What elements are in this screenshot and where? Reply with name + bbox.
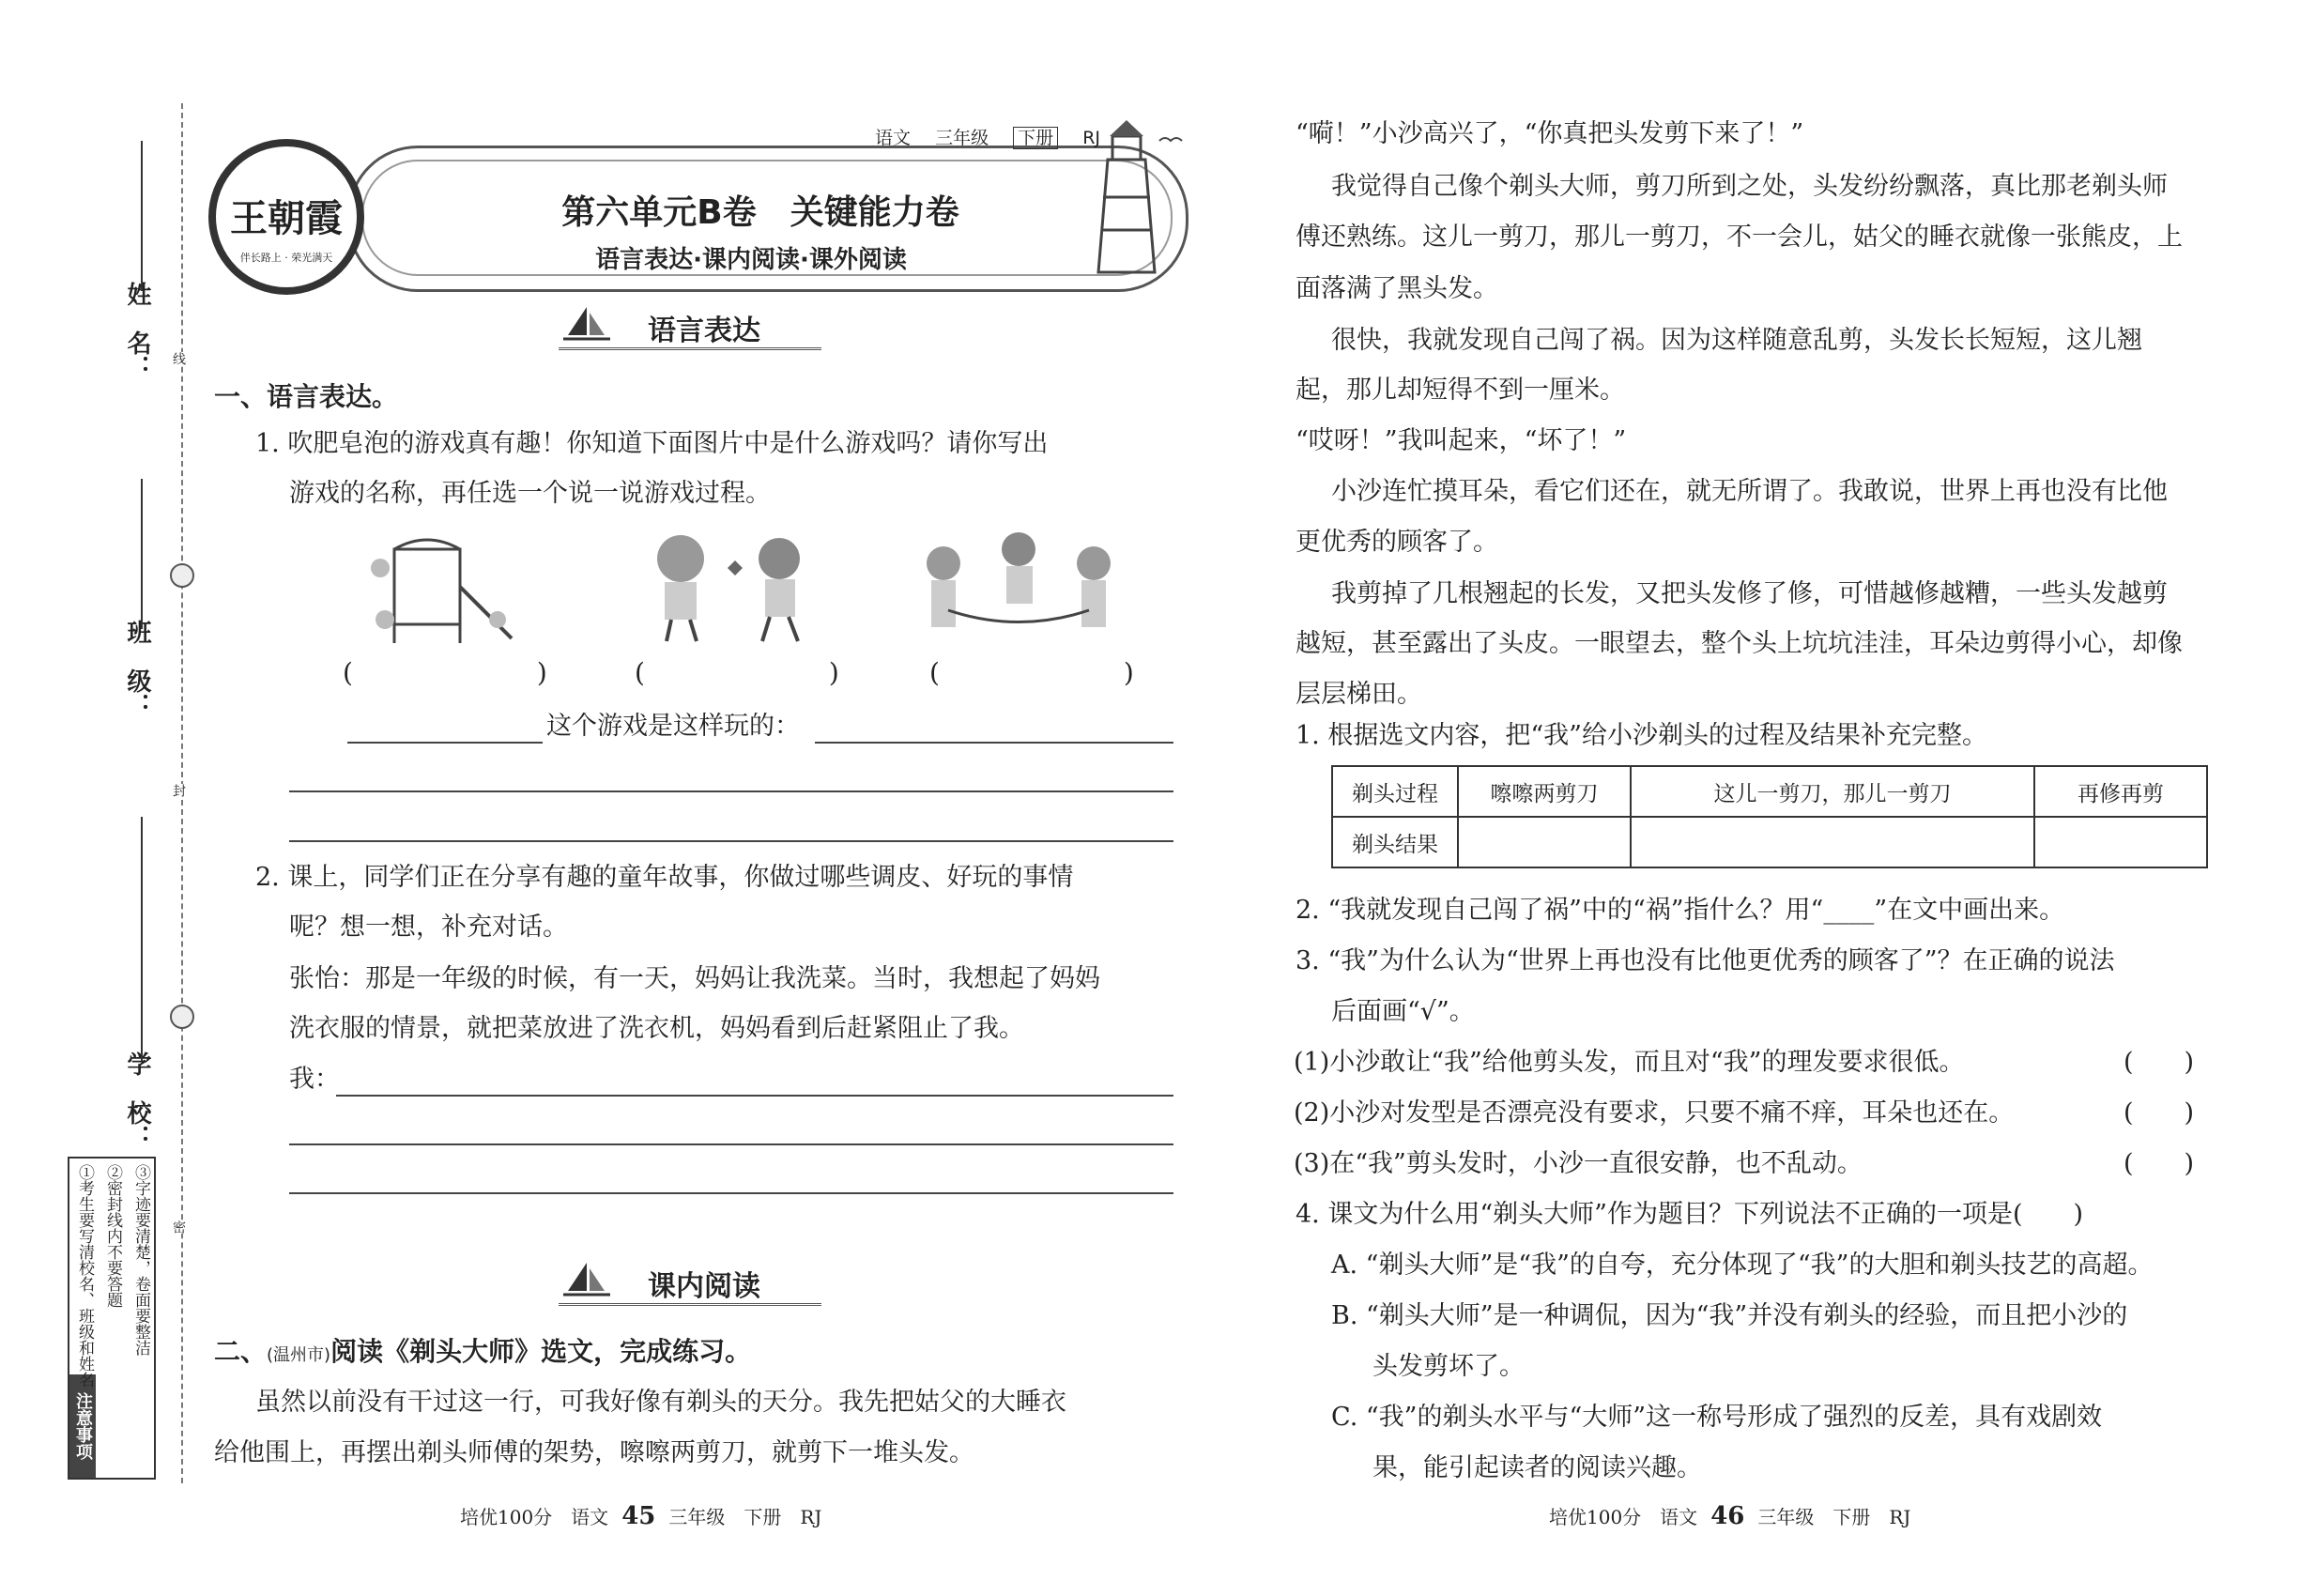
- notice-item: ③字迹要清楚，卷面要整洁: [131, 1164, 150, 1356]
- logo-sub: 伴长路上 · 荣光满天: [239, 252, 333, 264]
- passage-text: “嗬！”小沙高兴了，“你真把头发剪下来了！”: [1296, 119, 1804, 148]
- q-right-3: 3. “我”为什么认为“世界上再也没有比他更优秀的顾客了”？在正确的说法: [1296, 946, 2115, 975]
- seal-char-seal: 封: [171, 784, 186, 797]
- q1-title: 一、语言表达。: [214, 381, 399, 412]
- tag-grade: 三年级: [935, 128, 989, 148]
- notice-box: [68, 1157, 156, 1480]
- haircut-process-table: [1331, 765, 2208, 868]
- children-playing-image: [638, 530, 817, 643]
- q-right-2: 2. “我就发现自己闯了祸”中的“祸”指什么？用“____”在文中画出来。: [1296, 896, 2065, 925]
- section-heading-reading: 课内阅读: [648, 1270, 760, 1303]
- table-cell: 这儿一剪刀，那儿一剪刀: [1631, 766, 2034, 817]
- passage-text: 更优秀的顾客了。: [1296, 528, 1498, 557]
- page-number: 46: [1710, 1502, 1745, 1530]
- q1-1-text: 1. 吹肥皂泡的游戏真有趣！你知道下面图片中是什么游戏吗？请你写出: [255, 429, 1049, 458]
- q2-title-city: (温州市): [267, 1345, 331, 1365]
- q1-2-text: 张怡：那是一年级的时候，有一天，妈妈让我洗菜。当时，我想起了妈妈: [289, 964, 1100, 993]
- game-name-answer-2[interactable]: ( ): [635, 657, 839, 688]
- binding-hole-icon: [170, 563, 194, 588]
- playground-slide-image: [357, 530, 516, 648]
- section-underline: [559, 1303, 821, 1306]
- seal-char-secret: 密: [171, 1220, 186, 1234]
- passage-text: 越短，甚至露出了头皮。一眼望去，整个头上坑坑洼洼，耳朵边剪得小心，却像: [1296, 629, 2183, 658]
- page-subtitle: 语言表达·课内阅读·课外阅读: [595, 246, 907, 274]
- q1-2-text: 洗衣服的情景，就把菜放进了洗衣机，妈妈看到后赶紧阻止了我。: [289, 1014, 1024, 1043]
- grade-tagline: [875, 124, 1119, 149]
- answer-line[interactable]: [336, 1095, 1173, 1097]
- answer-line[interactable]: [289, 1192, 1173, 1194]
- class-field[interactable]: [141, 479, 143, 629]
- table-row: [1332, 766, 2207, 817]
- q1-1-text: 游戏的名称，再任选一个说一说游戏过程。: [289, 479, 771, 508]
- footer-grade: 三年级 下册 RJ: [668, 1506, 822, 1528]
- notice-item: ②密封线内不要答题: [103, 1164, 122, 1308]
- passage-text: 我剪掉了几根翘起的长发，又把头发修了修，可惜越修越糟，一些头发越剪: [1331, 579, 2168, 608]
- answer-line[interactable]: [289, 790, 1173, 792]
- q3-option-3: (3)在“我”剪头发时，小沙一直很安静，也不乱动。: [1294, 1149, 1863, 1178]
- footer-left: [460, 1502, 821, 1530]
- section-underline: [559, 347, 821, 350]
- footer-book: 培优100分 语文: [1549, 1506, 1698, 1528]
- q3-option-2: (2)小沙对发型是否漂亮没有要求，只要不痛不痒，耳朵也还在。: [1294, 1098, 2015, 1128]
- table-cell: 嚓嚓两剪刀: [1458, 766, 1631, 817]
- q4-option-a[interactable]: A. “剃头大师”是“我”的自夸，充分体现了“我”的大胆和剃头技艺的高超。: [1331, 1251, 2154, 1280]
- game-name-blank[interactable]: [347, 742, 543, 744]
- table-cell: 再修再剪: [2034, 766, 2207, 817]
- q4-option-c[interactable]: C. “我”的剃头水平与“大师”这一称号形成了强烈的反差，具有戏剧效: [1331, 1403, 2103, 1432]
- game-name-answer-1[interactable]: ( ): [343, 657, 547, 688]
- page-title: 第六单元B卷 关键能力卷: [561, 193, 959, 232]
- logo-text: 王朝霞: [230, 196, 343, 240]
- passage-text: 傅还熟练。这儿一剪刀，那儿一剪刀，不一会儿，姑父的睡衣就像一张熊皮，上: [1296, 223, 2183, 252]
- table-header-cell: 剃头结果: [1332, 817, 1458, 867]
- class-label: 班 级：: [123, 620, 151, 717]
- school-field[interactable]: [141, 817, 143, 1061]
- q1-2-text: 呢？想一想，补充对话。: [289, 913, 568, 942]
- sailboat-icon: [563, 1261, 610, 1298]
- q4-option-b[interactable]: B. “剃头大师”是一种调侃，因为“我”并没有剃头的经验，而且把小沙的: [1331, 1301, 2128, 1330]
- game-name-answer-3[interactable]: ( ): [929, 657, 1134, 688]
- jump-rope-image: [920, 530, 1117, 648]
- passage-text: 我觉得自己像个剃头大师，剪刀所到之处，头发纷纷飘落，真比那老剃头师: [1331, 172, 2168, 201]
- q-right-1: 1. 根据选文内容，把“我”给小沙剃头的过程及结果补充完整。: [1296, 721, 1987, 750]
- table-row: [1332, 817, 2207, 867]
- table-header-cell: 剃头过程: [1332, 766, 1458, 817]
- passage-text: 小沙连忙摸耳朵，看它们还在，就无所谓了。我敢说，世界上再也没有比他: [1331, 477, 2168, 506]
- passage-text: 起，那儿却短得不到一厘米。: [1296, 376, 1625, 405]
- q2-title-prefix: 二、: [214, 1336, 268, 1367]
- passage-text: 虽然以前没有干过这一行，可我好像有剃头的天分。我先把姑父的大睡衣: [255, 1388, 1066, 1417]
- passage-text: 很快，我就发现自己闯了祸。因为这样随意乱剪，头发长长短短，这儿翘: [1331, 326, 2142, 355]
- q3-answer-box-1[interactable]: ( ): [2124, 1048, 2195, 1077]
- q3-option-1: (1)小沙敢让“我”给他剪头发，而且对“我”的理发要求很低。: [1294, 1048, 1965, 1077]
- binding-hole-icon: [170, 1005, 194, 1029]
- q4-option-c: 果，能引起读者的阅读兴趣。: [1372, 1453, 1702, 1482]
- notice-item: ①考生要写清校名、班级和姓名: [75, 1164, 94, 1388]
- section-heading-expression: 语言表达: [648, 315, 760, 347]
- notice-title: 注意事项: [69, 1374, 96, 1478]
- q-right-4: 4. 课文为什么用“剃头大师”作为题目？下列说法不正确的一项是( ): [1296, 1200, 2084, 1229]
- page-number: 45: [621, 1502, 656, 1530]
- table-answer-cell[interactable]: [1458, 817, 1631, 867]
- name-label: 姓 名：: [123, 282, 151, 379]
- q-right-3: 后面画“√”。: [1331, 997, 1475, 1026]
- school-label: 学 校：: [123, 1051, 151, 1149]
- passage-text: 层层梯田。: [1296, 680, 1422, 709]
- brand-logo: [208, 139, 364, 295]
- passage-text: 面落满了黑头发。: [1296, 274, 1498, 303]
- table-answer-cell[interactable]: [2034, 817, 2207, 867]
- passage-text: 给他围上，再摆出剃头师傅的架势，嚓嚓两剪刀，就剪下一堆头发。: [214, 1438, 974, 1467]
- q4-option-b: 头发剪坏了。: [1372, 1352, 1525, 1381]
- sailboat-icon: [563, 305, 610, 343]
- tag-subject: 语文: [875, 128, 912, 148]
- answer-line[interactable]: [289, 1143, 1173, 1145]
- q3-answer-box-2[interactable]: ( ): [2124, 1098, 2195, 1128]
- name-field[interactable]: [141, 141, 143, 291]
- answer-line[interactable]: [289, 840, 1173, 842]
- q2-title-rest: 阅读《剃头大师》选文，完成练习。: [330, 1336, 752, 1367]
- footer-grade: 三年级 下册 RJ: [1757, 1506, 1911, 1528]
- footer-book: 培优100分 语文: [460, 1506, 609, 1528]
- table-answer-cell[interactable]: [1631, 817, 2034, 867]
- answer-line[interactable]: [815, 742, 1173, 744]
- footer-right: [1549, 1502, 1910, 1530]
- passage-text: “哎呀！”我叫起来，“坏了！”: [1296, 426, 1627, 455]
- q3-answer-box-3[interactable]: ( ): [2124, 1149, 2195, 1178]
- tag-edition: RJ: [1082, 128, 1100, 148]
- q1-2-text: 2. 课上，同学们正在分享有趣的童年故事，你做过哪些调皮、好玩的事情: [255, 863, 1074, 892]
- game-rule-prompt: 这个游戏是这样玩的：: [546, 712, 800, 741]
- q2-title: [214, 1335, 751, 1373]
- tag-term: 下册: [1013, 127, 1058, 149]
- seal-char-line: 线: [171, 352, 186, 365]
- dialogue-me-label: 我：: [289, 1065, 340, 1094]
